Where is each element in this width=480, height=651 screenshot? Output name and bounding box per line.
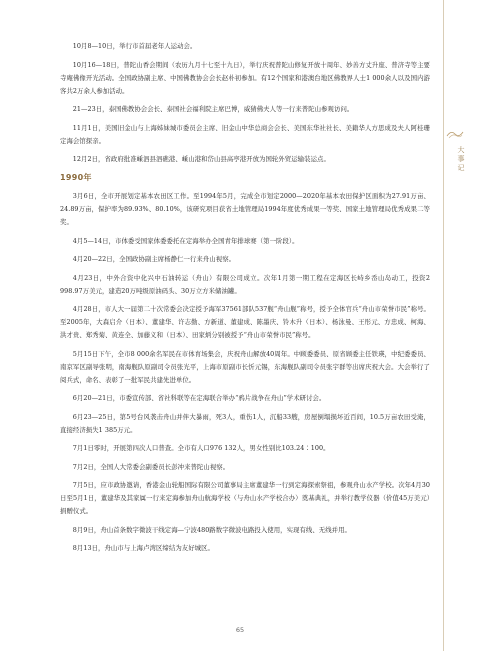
chronicle-entry: 7月1日零时，开展第四次人口普查。全市有人口976 132人，男女性别比103.24∶100。 (72, 444, 330, 452)
chronicle-entry: 6月20—21日，市委宣传部、省社科联等在定海联合举办“鸦片战争在舟山”学术研讨会。 (72, 394, 326, 402)
chronicle-body (60, 40, 430, 561)
chronicle-entry: 4月20—22日，全国政协副主席杨静仁一行来舟山视察。 (72, 255, 236, 263)
chronicle-entry: 7月2日，全国人大常委会副委员长彭冲来普陀山视察。 (72, 462, 230, 471)
chronicle-entry: 21—23日，泰国佛教协会会长、泰国社会福利院主席巴博，威猜佛夫人等一行来普陀山参观访问。 (72, 105, 354, 113)
chronicle-entry: 4月5—14日，市体委受国家体委委托在定海举办全国青年排球赛（第一阶段）。 (72, 236, 299, 245)
chronicle-entry: 4月28日，市人大一届第二十次常委会决定授予海军37561部队537舰“舟山舰”称号，授予全体官兵“舟山市荣誉市民”称号。至2005年，大森启介（日本）、董建华、许志勤、方新道、董建成、陈墨庆、铃木升（日本）、杨泳曼、王彤元、方忠成、柯海、洪才贵、郑秀菊、黄连全、加藤义和（日本）、田家炳分别被授予“舟山市荣誉市民”称号。 (60, 305, 430, 339)
chronicle-entry: 3月6日，全市开展划定基本农田区工作。至1994年5月，完成全市划定2000—2020年基本农田保护区面积为27.91万亩、24.89万亩，保护率为89.93%、80.10%，该研究项目获省土地管理局1994年度优秀成果一等奖、国家土地管理局优秀成果二等奖。 (60, 192, 430, 226)
chronicle-entry: 8月9日，舟山首条数字微波干线定海—宁波480路数字微波电路投入使用，实现有线、无线并用。 (72, 525, 351, 534)
chronicle-entry: 12月2日，省政府批准嵊泗县泗礁港、嵊山港和岱山县高亭港开放为国轮外贸运输装运点。 (72, 155, 330, 163)
chronicle-entry: 7月5日，应市政协邀请，香港金山轮船国际有限公司董事局主席董建华一行到定海探索祭祖，参观舟山水产学校。次年4月30日至5月1日，董建华及其家属一行来定海参加舟山航海学校（与舟山水产学校合办）奠基典礼，并举行教学仪器（价值45万美元）捐赠仪式。 (60, 481, 430, 515)
chronicle-entry: 4月23日，中外合资中化兴中石油转运（舟山）有限公司成立。次年1月第一期工程在定海区长峙乡岙山岛动工，投资2 998.97万美元，建造20万吨级原油码头、30万立方米储油罐。 (60, 273, 430, 295)
section-tab-label: 大事记 (457, 146, 465, 173)
chronicle-entry: 10月16—18日，普陀山香会期间（农历九月十七至十九日），举行庆祝普陀山修复开放十周年、妙善方丈升座、普济寺等主要寺庵佛像开光活动。全国政协副主席、中国佛教协会会长赵朴初参加。有12个国家和港澳台地区佛教界人士1 000余人以及国内游客共2万余人参加活动。 (60, 60, 430, 95)
chronicle-entry: 6月23—25日，第5号台风袭击舟山并伴大暴雨，死3人，重伤1人，沉船33艘，房屋倒塌损坏近百间，10.5万亩农田受淹，直接经济损失1 385万元。 (60, 412, 430, 434)
chronicle-entry: 5月15日下午，全市8 000余名军民在市体育场集会，庆祝舟山解放40周年。中顾委委员、原省顾委主任铁瑛，中纪委委员、南京军区副导张明，南海舰队原副司令员张光平，上海市原副市长忻元锡，东海舰队副司令员张宇群等出席庆祝大会。大会举行了阅兵式，命名、表彰了一批军民共建先进单位。 (60, 349, 430, 384)
year-heading: 1990年 (60, 173, 92, 182)
entries-1989-section (60, 40, 430, 166)
chronicle-entry: 10月8—10日，举行市首届老年人运动会。 (72, 42, 197, 50)
entries-1990-section (60, 190, 430, 555)
page-number: 65 (235, 626, 245, 634)
ornament-icon (446, 128, 464, 140)
margin-divider-line (443, 0, 444, 651)
chronicle-entry: 8月13日，舟山市与上海卢湾区缔结为友好城区。 (72, 544, 214, 552)
chronicle-entry: 11月1日，美国旧金山与上海姊妹城市委员会主席、旧金山中华总商会会长、美国东华社社长、美籍华人方思成及夫人阿桂珊定海会馆探亲。 (60, 123, 430, 145)
